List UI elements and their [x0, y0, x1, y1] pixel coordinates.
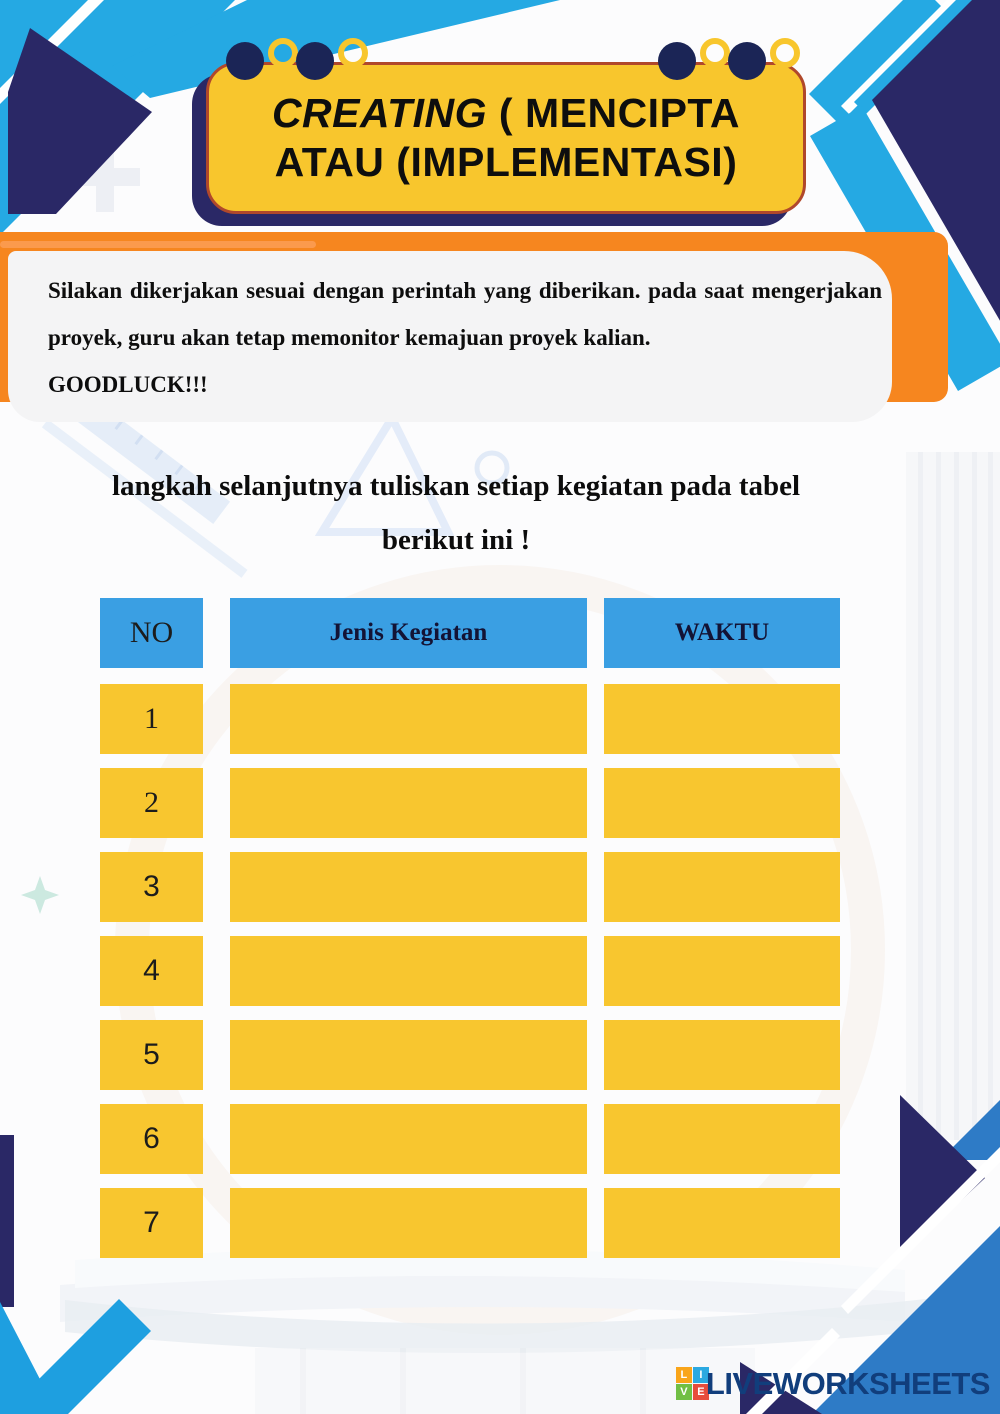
binder-dot: [658, 42, 696, 80]
waktu-answer-cell[interactable]: [604, 1188, 840, 1258]
kegiatan-answer-cell[interactable]: [230, 936, 587, 1006]
title-line-1-rest: ( MENCIPTA: [487, 90, 741, 136]
binder-ring-icon: [338, 38, 368, 68]
binder-ring-icon: [268, 38, 298, 68]
brand-name: LIVEWORKSHEETS: [705, 1366, 990, 1401]
header-jenis-kegiatan: Jenis Kegiatan: [230, 598, 587, 668]
waktu-answer-cell[interactable]: [604, 1104, 840, 1174]
table-row: [100, 1020, 840, 1090]
waktu-answer-cell[interactable]: [604, 852, 840, 922]
prompt-line-1: langkah selanjutnya tuliskan setiap kegiatan pada tabel: [111, 470, 801, 502]
instruction-card: [8, 251, 892, 422]
waktu-answer-cell[interactable]: [604, 1020, 840, 1090]
orange-accent-stripe: [0, 241, 316, 248]
waktu-answer-cell[interactable]: [604, 684, 840, 754]
title-line-1: [271, 90, 741, 136]
binder-dot: [226, 42, 264, 80]
kegiatan-answer-cell[interactable]: [230, 1104, 587, 1174]
logo-letter-l: L: [676, 1367, 692, 1383]
kegiatan-answer-cell[interactable]: [230, 1020, 587, 1090]
sparkle-shape: [21, 876, 59, 914]
binder-ring-icon: [770, 38, 800, 68]
title-word-creating: CREATING: [271, 90, 488, 136]
row-number-cell: 1: [100, 684, 203, 754]
table-row: [100, 768, 840, 838]
instruction-text: Silakan dikerjakan sesuai dengan perintah yang diberikan. pada saat mengerjakan proyek, guru akan tetap memonitor kemajuan proyek kalian.: [48, 278, 882, 350]
waktu-answer-cell[interactable]: [604, 768, 840, 838]
goodluck-text: GOODLUCK!!!: [48, 371, 208, 397]
kegiatan-answer-cell[interactable]: [230, 1188, 587, 1258]
table-row: [100, 684, 840, 754]
liveworksheets-logo: [676, 1366, 990, 1402]
liveworksheets-logo-icon: [676, 1367, 710, 1401]
table-row: [100, 936, 840, 1006]
kegiatan-answer-cell[interactable]: [230, 768, 587, 838]
logo-letter-v: V: [676, 1384, 692, 1400]
title-banner: [206, 62, 806, 214]
header-waktu: WAKTU: [604, 598, 840, 668]
row-number-cell: 6: [100, 1104, 203, 1174]
waktu-answer-cell[interactable]: [604, 936, 840, 1006]
table-row: [100, 1188, 840, 1258]
kegiatan-answer-cell[interactable]: [230, 852, 587, 922]
table-header-row: [100, 598, 840, 668]
row-number-cell: 2: [100, 768, 203, 838]
row-number-cell: 3: [100, 852, 203, 922]
table-row: [100, 852, 840, 922]
logo-letter-i: I: [693, 1367, 709, 1383]
title-line-2: ATAU (IMPLEMENTASI): [274, 139, 738, 185]
header-no: NO: [100, 598, 203, 668]
prompt-line-2: berikut ini !: [381, 523, 531, 556]
row-number-cell: 5: [100, 1020, 203, 1090]
activity-table: [100, 598, 840, 1272]
kegiatan-answer-cell[interactable]: [230, 684, 587, 754]
prompt-heading: [0, 460, 912, 567]
logo-letter-e: E: [693, 1384, 709, 1400]
row-number-cell: 4: [100, 936, 203, 1006]
binder-dot: [296, 42, 334, 80]
buildings-right: [906, 452, 1000, 1140]
binder-ring-icon: [700, 38, 730, 68]
row-number-cell: 7: [100, 1188, 203, 1258]
table-row: [100, 1104, 840, 1174]
binder-dot: [728, 42, 766, 80]
